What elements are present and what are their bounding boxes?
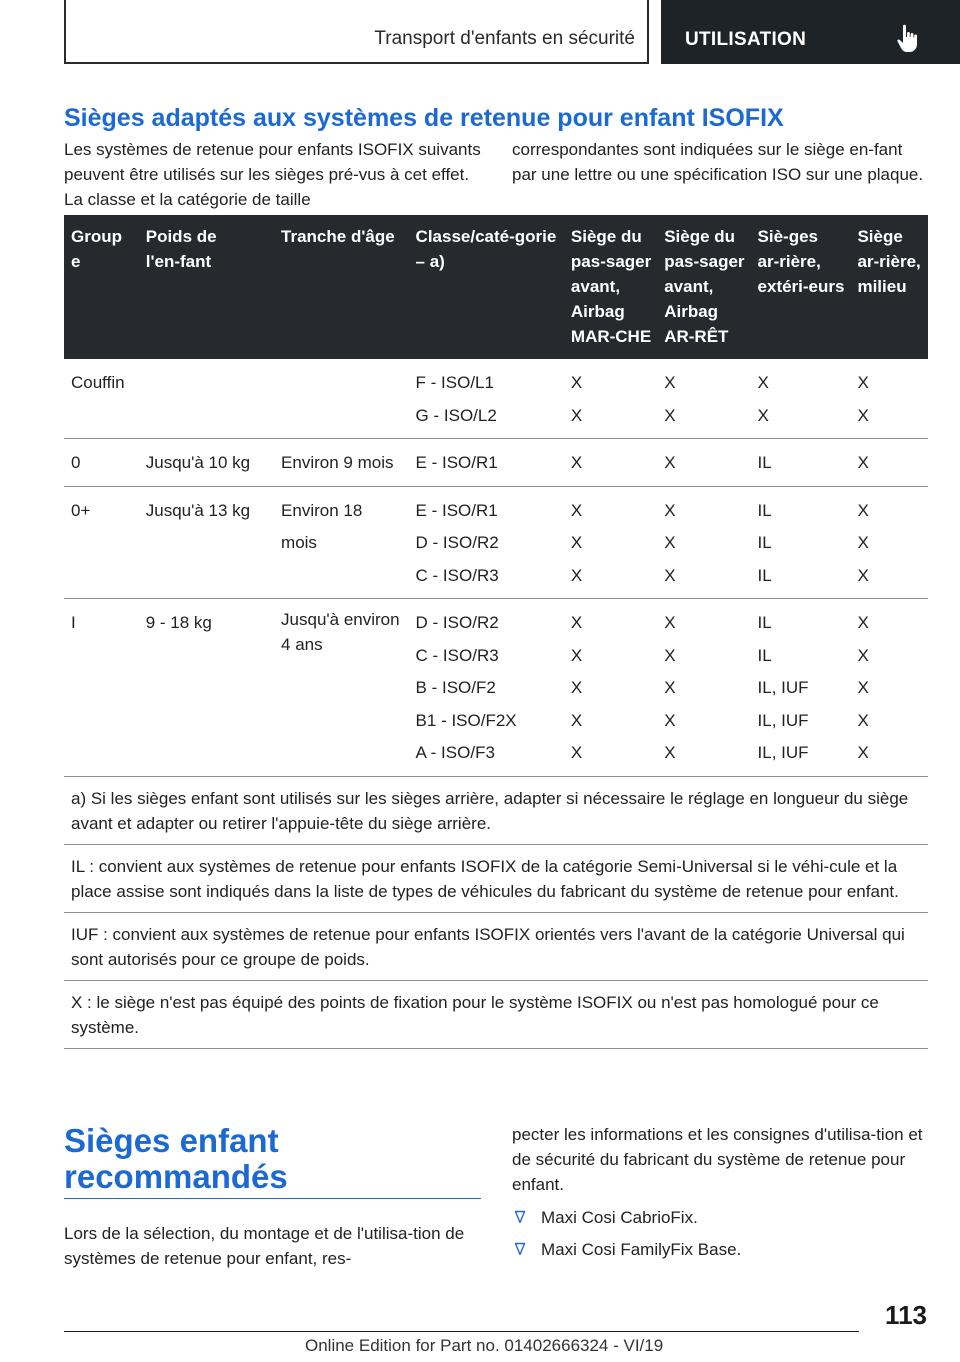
cell-rear-middle: X (850, 439, 928, 487)
section-title-isofix: Sièges adaptés aux systèmes de retenue pour enfant ISOFIX (64, 104, 784, 132)
value: X (857, 500, 869, 520)
class-value: B1 - ISO/F2X (415, 710, 517, 730)
cell-rear-outer (751, 599, 851, 777)
col-header-weight: Poids de l'en‑fant (139, 215, 274, 359)
body-text-right: pecter les informations et les consignes d'utilisa‑tion et de sécurité du fabricant du système de retenue pour enfant. (512, 1125, 923, 1194)
list-item (512, 1205, 928, 1230)
cell-group: 0 (64, 439, 139, 487)
value: X (857, 613, 869, 632)
table-note-row (64, 980, 928, 1048)
cell-age: Jusqu'à environ 4 ans (274, 599, 409, 777)
table-note-row (64, 912, 928, 980)
value: X (570, 405, 583, 425)
value: IL (757, 500, 772, 520)
table-note: IL : convient aux systèmes de retenue pour enfants ISOFIX de la catégorie Semi-Universal si le véhi‑cule et la place assise sont indiqués dans la liste de types de véhicules du fabricant du système de retenue pour enfant. (64, 844, 928, 912)
cell-age: Environ 9 mois (274, 439, 409, 487)
cell-class (409, 359, 564, 439)
table-row (64, 599, 928, 777)
table-note: X : le siège n'est pas équipé des points de fixation pour le système ISOFIX ou n'est pas homologué pour ce système. (64, 980, 928, 1048)
value: X (570, 500, 583, 520)
table-header-row (64, 215, 928, 359)
value: X (570, 678, 583, 697)
value: X (857, 710, 869, 730)
value: X (570, 613, 583, 632)
cell-front-off (657, 599, 750, 777)
cell-front-on: X (564, 439, 657, 487)
list-item-label: Maxi Cosi FamilyFix Base. (541, 1240, 742, 1259)
cell-front-off: X (657, 439, 750, 487)
value: X (664, 373, 676, 392)
value: X (664, 645, 676, 665)
class-value: A - ISO/F3 (415, 743, 495, 762)
value: X (570, 710, 583, 730)
value: X (664, 710, 676, 730)
table-row (64, 486, 928, 599)
cell-rear-middle (850, 359, 928, 439)
cell-group: 0+ (64, 486, 139, 599)
col-header-rear-outer: Siè‑ges ar‑rière, extéri‑eurs (751, 215, 851, 359)
value: X (570, 743, 583, 762)
col-header-front-airbag-on: Siège du pas‑sager avant, Airbag MAR‑CHE (564, 215, 657, 359)
value: IL (757, 565, 772, 585)
body-text-left: Lors de la sélection, du montage et de l'utilisa‑tion de systèmes de retenue pour enfant, res‑ (64, 1224, 465, 1268)
cell-weight: 9 - 18 kg (139, 599, 274, 777)
cell-rear-middle (850, 599, 928, 777)
intro-text-left: Les systèmes de retenue pour enfants ISOFIX suivants peuvent être utilisés sur les sièges pré‑vus à cet effet. La classe et la catégorie de taille (64, 140, 481, 209)
value: X (664, 533, 676, 552)
class-value: E - ISO/R1 (415, 500, 498, 520)
value: X (857, 533, 869, 552)
list-item (512, 1237, 928, 1262)
class-value: D - ISO/R2 (415, 613, 499, 632)
class-value: D - ISO/R2 (415, 533, 499, 552)
table-row (64, 439, 928, 487)
title-line: Sièges enfant (64, 1122, 279, 1159)
value: IL, IUF (757, 710, 809, 730)
cell-age (274, 359, 409, 439)
section-title: UTILISATION (685, 29, 807, 50)
cell-front-on (564, 486, 657, 599)
cell-rear-outer (751, 486, 851, 599)
col-header-class: Classe/caté‑gorie – a) (409, 215, 564, 359)
section-title-recommended (64, 1123, 288, 1195)
value: X (857, 743, 869, 762)
cell-class (409, 486, 564, 599)
value: IL, IUF (757, 743, 809, 762)
page-number: 113 (885, 1300, 927, 1330)
cell-rear-outer (751, 359, 851, 439)
triangle-bullet-icon (514, 1210, 526, 1224)
value: IL (757, 533, 772, 552)
value: X (757, 373, 769, 392)
class-value: C - ISO/R3 (415, 565, 499, 585)
value: X (570, 645, 583, 665)
chapter-title: Transport d'enfants en sécurité (374, 28, 635, 49)
value: X (664, 678, 676, 697)
value: X (857, 405, 869, 425)
cell-weight: Jusqu'à 10 kg (139, 439, 274, 487)
value: X (857, 373, 869, 392)
value: X (664, 565, 676, 585)
cell-rear-outer: IL (751, 439, 851, 487)
class-value: G - ISO/L2 (415, 405, 497, 425)
recommended-seats-list (512, 1205, 928, 1269)
cell-group: I (64, 599, 139, 777)
table-note: a) Si les sièges enfant sont utilisés sur les sièges arrière, adapter si nécessaire le réglage en longueur du siège avant et adapter ou retirer l'appuie-tête du siège arrière. (64, 776, 928, 844)
value: X (570, 373, 583, 392)
class-value: F - ISO/L1 (415, 373, 494, 392)
value: X (570, 565, 583, 585)
value: X (857, 565, 869, 585)
cell-class (409, 599, 564, 777)
table-note-row (64, 776, 928, 844)
col-header-age: Tranche d'âge (274, 215, 409, 359)
col-header-front-airbag-off: Siège du pas‑sager avant, Airbag AR‑RÊT (657, 215, 750, 359)
table-note: IUF : convient aux systèmes de retenue pour enfants ISOFIX orientés vers l'avant de la catégorie Universal qui sont autorisés pour ce groupe de poids. (64, 912, 928, 980)
title-line: recommandés (64, 1158, 288, 1195)
value: X (664, 743, 676, 762)
cell-weight (139, 359, 274, 439)
value: IL, IUF (757, 678, 809, 697)
value: X (857, 678, 869, 697)
section-divider (64, 1198, 481, 1199)
col-header-group: Group e (64, 215, 139, 359)
triangle-bullet-icon (514, 1242, 526, 1256)
footer-edition (305, 1336, 663, 1356)
value: IL (757, 645, 772, 665)
class-value: C - ISO/R3 (415, 645, 499, 665)
footer-divider (64, 1331, 859, 1332)
cell-front-off (657, 359, 750, 439)
cell-rear-middle (850, 486, 928, 599)
cell-class: E - ISO/R1 (409, 439, 564, 487)
hand-pointer-icon (895, 24, 921, 54)
value: X (857, 645, 869, 665)
value: IL (757, 613, 772, 632)
intro-text-right: correspondantes sont indiquées sur le siège en‑fant par une lettre ou une spécification ISO sur une plaque. (512, 140, 924, 184)
value: X (570, 533, 583, 552)
cell-front-on (564, 599, 657, 777)
chapter-tab (64, 0, 649, 64)
cell-front-off (657, 486, 750, 599)
isofix-table (64, 215, 928, 1049)
value: X (664, 405, 676, 425)
col-header-rear-middle: Siège ar‑rière, milieu (850, 215, 928, 359)
class-value: B - ISO/F2 (415, 678, 496, 697)
cell-group: Couffin (64, 359, 139, 439)
edition-text: Online Edition for Part no. 01402666324 - VI/19 (305, 1336, 664, 1355)
cell-front-on (564, 359, 657, 439)
value: X (664, 613, 676, 632)
value: X (664, 500, 676, 520)
cell-age: Environ 18 mois (274, 486, 409, 599)
page-header (64, 0, 960, 64)
value: X (757, 405, 769, 425)
section-tab (661, 0, 960, 64)
table-row (64, 359, 928, 439)
table-note-row (64, 844, 928, 912)
list-item-label: Maxi Cosi CabrioFix. (541, 1208, 698, 1227)
cell-weight: Jusqu'à 13 kg (139, 486, 274, 599)
